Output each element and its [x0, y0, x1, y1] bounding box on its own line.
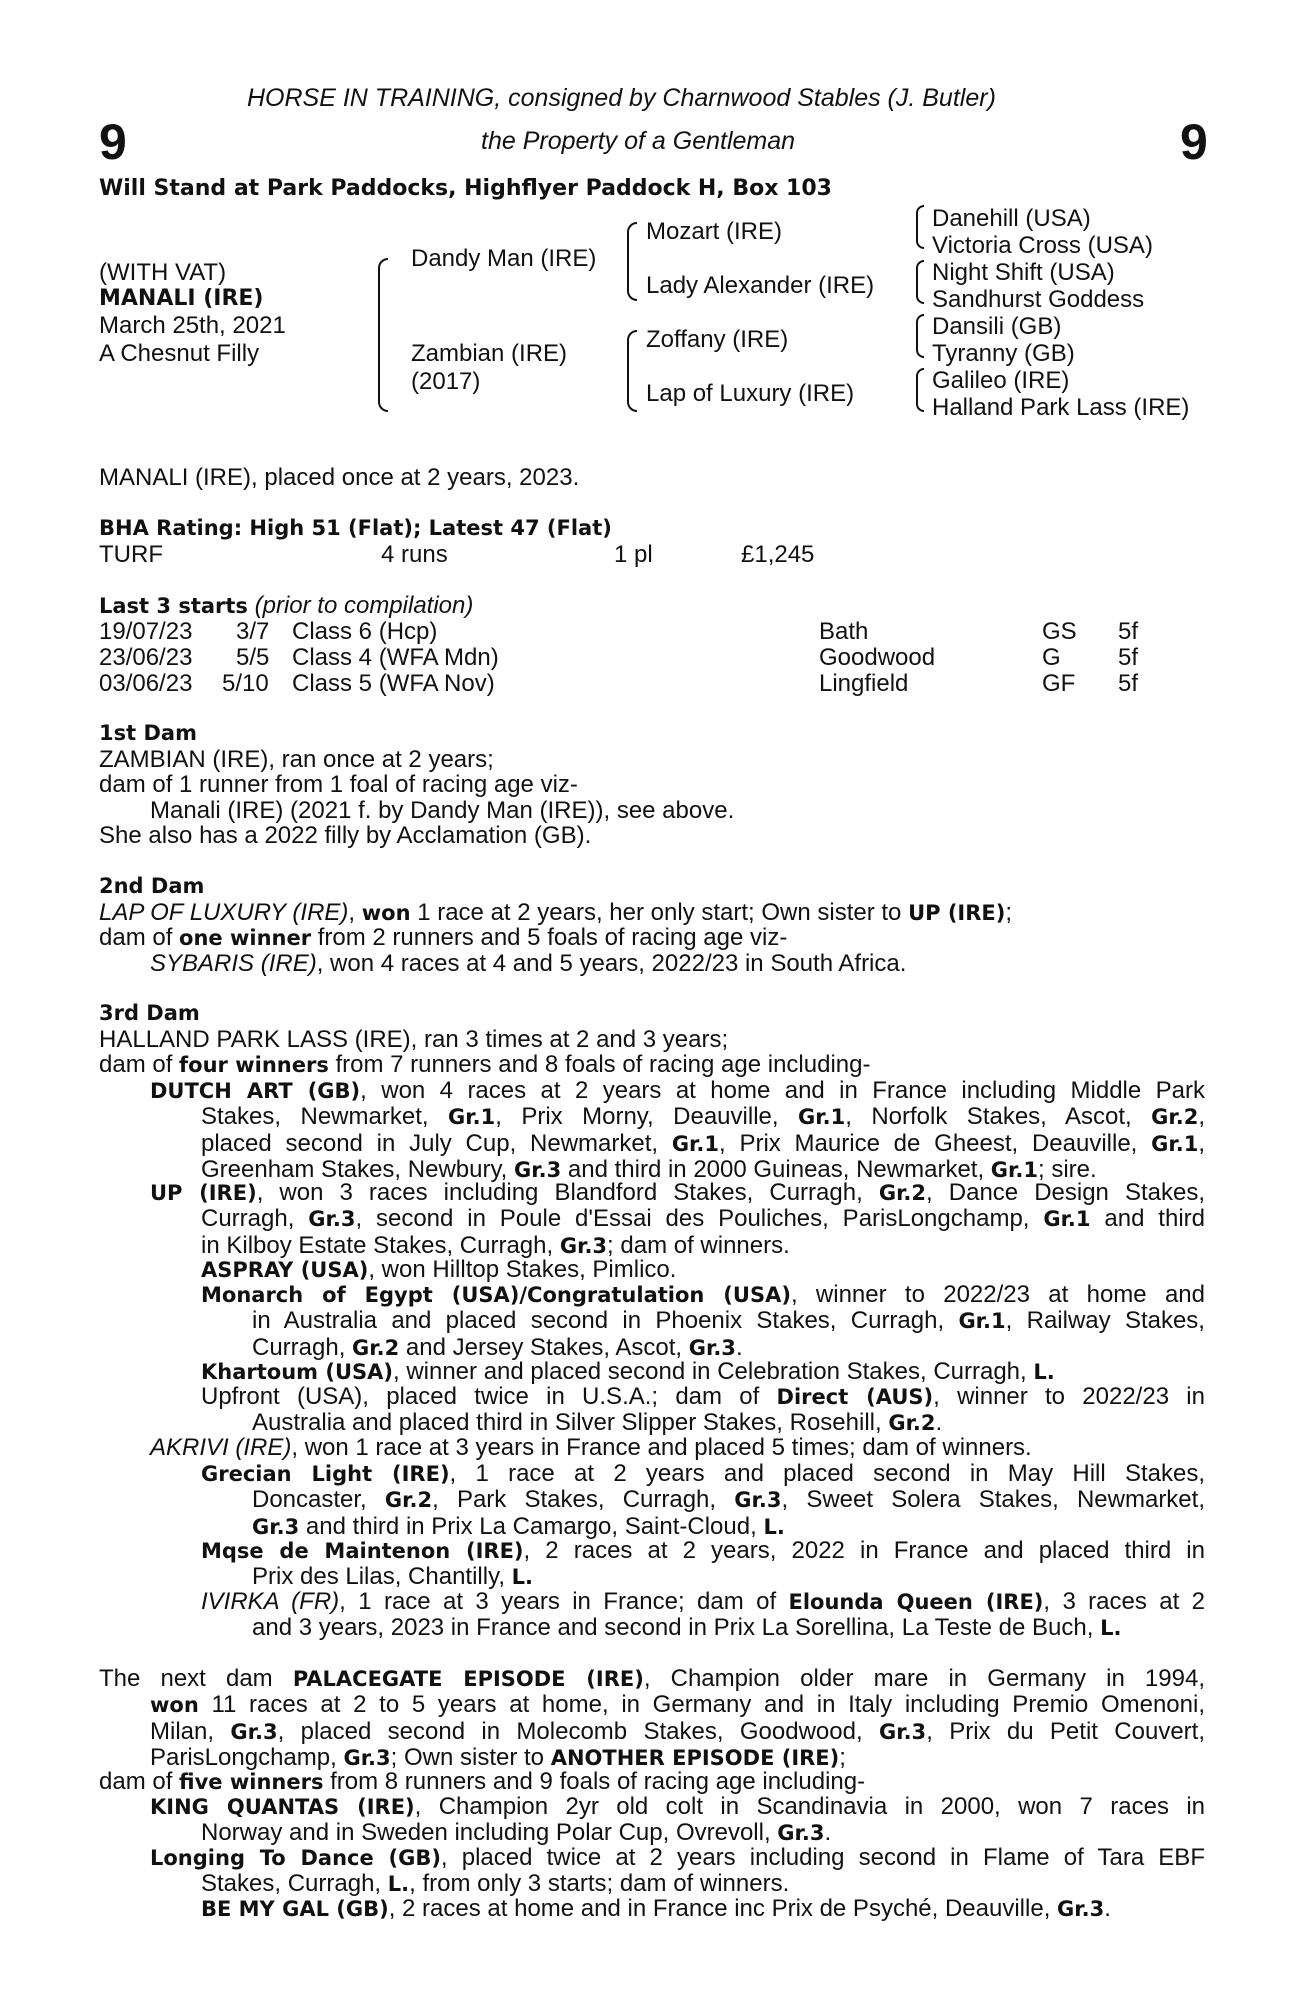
horse-name-bold: Elounda Queen (IRE) — [788, 1590, 1044, 1614]
text: . — [735, 1333, 743, 1361]
start-position: 5/10 — [222, 670, 269, 697]
pedigree-brace-sire — [627, 222, 637, 301]
grade: Gr.3 — [230, 1719, 278, 1744]
mqse-entry — [201, 1538, 1205, 1565]
horse-name-bold: BE MY GAL (GB) — [201, 1897, 389, 1921]
text: dam of — [99, 924, 180, 951]
entry-line — [201, 1538, 1205, 1565]
up-entry — [150, 1180, 1205, 1207]
pedigree-dsd: Tyranny (GB) — [932, 340, 1075, 367]
text: Prix des Lilas, Chantilly, — [252, 1563, 512, 1590]
entry-line — [99, 1666, 1205, 1693]
start-distance: 5f — [1118, 644, 1139, 671]
start-date: 19/07/23 — [99, 618, 193, 645]
grade: Gr.2 — [878, 1181, 927, 1205]
entry-line — [252, 1487, 1205, 1514]
bha-rating-title: BHA Rating: High 51 (Flat); Latest 47 (Flat) — [99, 516, 612, 540]
pedigree-brace-dd — [916, 368, 924, 412]
start-going: GF — [1042, 670, 1076, 697]
akrivi-entry — [150, 1435, 1032, 1461]
start-date: 03/06/23 — [99, 670, 193, 697]
pedigree-dam: Zambian (IRE) — [411, 340, 568, 367]
start-class: Class 5 (WFA Nov) — [292, 670, 495, 697]
grade: Gr.3 — [343, 1746, 391, 1771]
grade: Gr.1 — [1151, 1131, 1199, 1156]
horse-name-bold: ASPRAY (USA) — [201, 1258, 369, 1282]
entry-line — [150, 1180, 1205, 1207]
text: The next dam — [99, 1665, 293, 1692]
grade: Gr.1 — [448, 1105, 496, 1129]
text: , Prix du Petit Couvert, — [926, 1717, 1206, 1745]
grade: Gr.2 — [352, 1335, 400, 1360]
text: , Prix Maurice de Gheest, Deauville, — [719, 1129, 1152, 1157]
pedigree-brace-sd — [916, 260, 924, 304]
be-my-gal-entry — [201, 1896, 1111, 1923]
text: , winner to 2022/23 at home and — [790, 1281, 1205, 1308]
entry-line — [201, 1131, 1205, 1158]
text: Curragh, — [252, 1333, 353, 1361]
grade: Gr.3 — [688, 1335, 736, 1360]
property-line: the Property of a Gentleman — [481, 127, 796, 155]
text: . — [1104, 1895, 1111, 1922]
horse-name-bold: Grecian Light (IRE) — [201, 1462, 450, 1486]
text: in Australia and placed second in Phoenix Stakes, Curragh, — [252, 1307, 959, 1334]
rating-runs: 4 runs — [381, 541, 448, 568]
horse-name-bold: Khartoum (USA) — [201, 1360, 393, 1384]
race-summary: MANALI (IRE), placed once at 2 years, 2023. — [99, 464, 580, 491]
pedigree-brace-dam — [627, 330, 637, 412]
first-dam-line: dam of 1 runner from 1 foal of racing age viz- — [99, 771, 578, 798]
pedigree-dds: Galileo (IRE) — [932, 367, 1070, 394]
second-dam-line — [150, 951, 906, 977]
first-dam-line: Manali (IRE) (2021 f. by Dandy Man (IRE)), see above. — [150, 797, 735, 824]
text: , winner and placed second in Celebration Stakes, Curragh, — [392, 1358, 1034, 1385]
text: Stakes, Curragh, — [201, 1870, 388, 1897]
horse-name-bold: PALACEGATE EPISODE (IRE) — [292, 1667, 644, 1691]
text-bold: won — [150, 1693, 199, 1717]
text: placed second in July Cup, Newmarket, — [201, 1129, 672, 1157]
ivirka-entry-cont — [252, 1615, 1121, 1642]
start-date: 23/06/23 — [99, 644, 193, 671]
horse-name-bold: ANOTHER EPISODE (IRE) — [550, 1746, 840, 1771]
dam-name: LAP OF LUXURY (IRE) — [99, 899, 349, 926]
horse-name-italic: SYBARIS (IRE) — [150, 950, 317, 977]
grade: Gr.2 — [384, 1488, 433, 1512]
entry-line — [150, 1794, 1205, 1821]
entry-line — [201, 1282, 1205, 1309]
third-dam-line — [99, 1052, 870, 1079]
text: , placed second in Molecomb Stakes, Goodwood, — [277, 1717, 879, 1745]
entry-line — [201, 1206, 1205, 1233]
text: , Champion 2yr old colt in Scandinavia in 2000, won 7 races in — [414, 1793, 1206, 1820]
text: and third in 2000 Guineas, Newmarket, — [561, 1156, 991, 1184]
upfront-entry — [201, 1384, 1205, 1411]
text: , Sweet Solera Stakes, Newmarket, — [781, 1486, 1205, 1513]
text: ; — [1005, 899, 1013, 926]
grade: Gr.3 — [559, 1233, 608, 1258]
text: , 3 races at 2 — [1043, 1588, 1205, 1615]
pedigree-sire-sire: Mozart (IRE) — [646, 218, 783, 245]
start-position: 5/5 — [236, 644, 270, 671]
start-distance: 5f — [1118, 618, 1139, 645]
grade: L. — [511, 1565, 534, 1589]
text: , won 3 races including Blandford Stakes, Curragh, — [256, 1179, 879, 1206]
next-dam-produce-line — [99, 1769, 865, 1796]
pedigree-ddd: Halland Park Lass (IRE) — [932, 394, 1190, 421]
horse-name-bold: Direct (AUS) — [776, 1385, 934, 1409]
grade: Gr.3 — [734, 1488, 782, 1512]
next-dam-paragraph-cont — [150, 1692, 1205, 1772]
pedigree-sss: Danehill (USA) — [932, 205, 1091, 232]
text: ; sire. — [1038, 1156, 1097, 1184]
start-course: Goodwood — [819, 644, 936, 671]
third-dam-line: HALLAND PARK LASS (IRE), ran 3 times at 2 and 3 years; — [99, 1026, 729, 1053]
consignor-line: HORSE IN TRAINING, consigned by Charnwood Stables (J. Butler) — [247, 84, 996, 112]
last-starts-heading — [99, 593, 473, 620]
entry-line — [201, 1461, 1205, 1488]
entry-line — [201, 1589, 1205, 1616]
king-quantas-entry-cont — [201, 1820, 831, 1847]
text: , Dance Design Stakes, — [926, 1179, 1206, 1206]
grade: Gr.1 — [1043, 1207, 1091, 1231]
entry-line — [150, 1078, 1205, 1105]
text: dam of — [99, 1768, 180, 1795]
text: , winner to 2022/23 in — [933, 1383, 1205, 1410]
king-quantas-entry — [150, 1794, 1205, 1821]
text: and third in Prix La Camargo, Saint-Cloud, — [299, 1512, 764, 1540]
horse-dob: March 25th, 2021 — [99, 312, 286, 339]
text: , won Hilltop Stakes, Pimlico. — [368, 1256, 677, 1283]
pedigree-dam-dam: Lap of Luxury (IRE) — [646, 380, 855, 407]
text: and 3 years, 2023 in France and second in Prix La Sorellina, La Teste de Buch, — [252, 1614, 1101, 1641]
text: Stakes, Newmarket, — [201, 1103, 448, 1130]
text: , — [1198, 1103, 1206, 1130]
text: ; — [839, 1744, 846, 1772]
text: ParisLongchamp, — [150, 1744, 344, 1772]
text: , Railway Stakes, — [1005, 1307, 1205, 1334]
horse-name-bold: UP (IRE) — [150, 1181, 257, 1205]
grade: L. — [387, 1872, 410, 1896]
grade: Gr.1 — [671, 1131, 720, 1156]
text: and Jersey Stakes, Ascot, — [399, 1333, 689, 1361]
text: 1 race at 2 years, her only start; Own sister to — [410, 899, 909, 926]
horse-name: MANALI (IRE) — [99, 286, 264, 311]
text: , — [1198, 1129, 1205, 1157]
last-starts-note: (prior to compilation) — [254, 592, 474, 619]
next-dam-paragraph — [99, 1666, 1205, 1693]
pedigree-sds: Night Shift (USA) — [932, 259, 1115, 286]
text: and third — [1090, 1205, 1205, 1232]
entry-line — [201, 1104, 1205, 1131]
rating-earnings: £1,245 — [741, 541, 815, 568]
stable-location: Will Stand at Park Paddocks, Highflyer Paddock H, Box 103 — [99, 176, 832, 201]
text: 11 races at 2 to 5 years at home, in Germany and in Italy including Premio Omenoni, — [198, 1691, 1205, 1718]
aspray-entry — [201, 1257, 676, 1284]
entry-line — [150, 1845, 1205, 1872]
grecian-entry — [201, 1461, 1205, 1488]
dutch-art-entry-cont — [201, 1104, 1205, 1184]
text: . — [824, 1819, 832, 1846]
rating-surface: TURF — [99, 541, 163, 568]
grecian-entry-cont — [252, 1487, 1205, 1540]
start-distance: 5f — [1118, 670, 1139, 697]
horse-name-bold: Mqse de Maintenon (IRE) — [201, 1539, 524, 1563]
pedigree-brace-ds — [916, 314, 924, 358]
grade: L. — [1100, 1616, 1122, 1640]
start-going: GS — [1042, 618, 1077, 645]
text: Curragh, — [201, 1205, 309, 1232]
pedigree-sire: Dandy Man (IRE) — [411, 245, 597, 272]
third-dam-title: 3rd Dam — [99, 1001, 200, 1025]
entry-line — [150, 1719, 1205, 1746]
horse-name-italic: IVIRKA (FR) — [201, 1588, 340, 1615]
start-class: Class 4 (WFA Mdn) — [292, 644, 499, 671]
grade: L. — [1033, 1360, 1055, 1384]
lot-number-right: 9 — [1180, 114, 1208, 170]
text: . — [935, 1409, 943, 1436]
grade: Gr.3 — [878, 1719, 927, 1744]
grade: Gr.3 — [1057, 1897, 1105, 1921]
horse-name-bold: DUTCH ART (GB) — [150, 1079, 361, 1103]
text: , won 4 races at 4 and 5 years, 2022/23 in South Africa. — [316, 950, 907, 977]
text: Milan, — [150, 1717, 231, 1745]
grade: Gr.1 — [990, 1158, 1038, 1183]
pedigree-brace-ss — [916, 205, 924, 249]
grade: Gr.3 — [514, 1158, 562, 1183]
grade: Gr.1 — [798, 1105, 846, 1129]
text: in Kilboy Estate Stakes, Curragh, — [201, 1231, 560, 1259]
text-bold: one winner — [179, 926, 312, 950]
text: from 2 runners and 5 foals of racing age viz- — [311, 924, 788, 951]
first-dam-line: She also has a 2022 filly by Acclamation (GB). — [99, 822, 592, 849]
first-dam-line: ZAMBIAN (IRE), ran once at 2 years; — [99, 746, 494, 773]
text: , Prix Morny, Deauville, — [495, 1103, 798, 1130]
up-entry-cont — [201, 1206, 1205, 1259]
text: , won 4 races at 2 years at home and in France including Middle Park — [360, 1077, 1205, 1104]
text: Upfront (USA), placed twice in U.S.A.; dam of — [201, 1383, 777, 1410]
text: Greenham Stakes, Newbury, — [201, 1156, 515, 1184]
start-going: G — [1042, 644, 1061, 671]
text-bold: four winners — [179, 1053, 329, 1077]
text: Norway and in Sweden including Polar Cup, Ovrevoll, — [201, 1819, 778, 1846]
grade: Gr.2 — [888, 1411, 936, 1435]
grade: Gr.3 — [308, 1207, 356, 1231]
pedigree-brace-main — [378, 258, 388, 412]
rating-placed: 1 pl — [614, 541, 653, 568]
text: ; dam of winners. — [607, 1231, 790, 1259]
text-bold: won — [361, 901, 411, 925]
entry-line — [201, 1384, 1205, 1411]
text: , Champion older mare in Germany in 1994, — [643, 1665, 1205, 1692]
mqse-entry-cont — [252, 1564, 533, 1591]
horse-name-bold: KING QUANTAS (IRE) — [150, 1795, 415, 1819]
text: , 2 races at home and in France inc Prix de Psyché, Deauville, — [388, 1895, 1058, 1922]
khartoum-entry — [201, 1359, 1055, 1386]
first-dam-title: 1st Dam — [99, 721, 197, 745]
horse-name-bold: Longing To Dance (GB) — [150, 1846, 441, 1870]
text: , 2 races at 2 years, 2022 in France and placed third in — [523, 1537, 1205, 1564]
grade: L. — [763, 1514, 785, 1539]
pedigree-sdd: Sandhurst Goddess — [932, 286, 1145, 313]
text: dam of — [99, 1051, 180, 1078]
grade: Gr.3 — [252, 1514, 300, 1539]
pedigree-sire-dam: Lady Alexander (IRE) — [646, 272, 875, 299]
text-bold: five winners — [179, 1770, 324, 1794]
second-dam-line — [99, 925, 787, 952]
start-position: 3/7 — [236, 618, 270, 645]
grade: Gr.2 — [1151, 1105, 1199, 1129]
text: , from only 3 starts; dam of winners. — [409, 1870, 790, 1897]
pedigree-dam-sire: Zoffany (IRE) — [646, 326, 789, 353]
ivirka-entry — [201, 1589, 1205, 1616]
longing-entry-cont — [201, 1871, 789, 1898]
text: , placed twice at 2 years including second in Flame of Tara EBF — [440, 1844, 1205, 1871]
start-class: Class 6 (Hcp) — [292, 618, 438, 645]
text: , Norfolk Stakes, Ascot, — [845, 1103, 1152, 1130]
vat-note: (WITH VAT) — [99, 259, 227, 286]
text: , won 1 race at 3 years in France and placed 5 times; dam of winners. — [291, 1434, 1032, 1461]
text: ; Own sister to — [390, 1744, 551, 1772]
text: Doncaster, — [252, 1486, 385, 1513]
text: , 1 race at 2 years and placed second in May Hill Stakes, — [449, 1460, 1205, 1487]
start-course: Lingfield — [819, 670, 909, 697]
text: , 1 race at 3 years in France; dam of — [339, 1588, 789, 1615]
text: , — [348, 899, 362, 926]
horse-name-bold: Monarch of Egypt (USA)/Congratulation (USA) — [201, 1283, 791, 1307]
dutch-art-entry — [150, 1078, 1205, 1105]
text-bold: UP (IRE) — [908, 901, 1006, 925]
text: , Park Stakes, Curragh, — [432, 1486, 735, 1513]
pedigree-dss: Dansili (GB) — [932, 313, 1062, 340]
longing-entry — [150, 1845, 1205, 1872]
text: Australia and placed third in Silver Slipper Stakes, Rosehill, — [252, 1409, 889, 1436]
pedigree-ssd: Victoria Cross (USA) — [932, 232, 1153, 259]
second-dam-title: 2nd Dam — [99, 874, 205, 898]
monarch-entry — [201, 1282, 1205, 1309]
start-course: Bath — [819, 618, 869, 645]
text: from 7 runners and 8 foals of racing age including- — [328, 1051, 871, 1078]
monarch-entry-cont — [252, 1308, 1205, 1361]
entry-line — [201, 1233, 1205, 1260]
grade: Gr.3 — [777, 1821, 825, 1845]
text: , second in Poule d'Essai des Pouliches, ParisLongchamp, — [355, 1205, 1044, 1232]
entry-line — [252, 1308, 1205, 1335]
second-dam-line — [99, 900, 1012, 927]
text: from 8 runners and 9 foals of racing age including- — [323, 1768, 866, 1795]
lot-number-left: 9 — [99, 114, 127, 170]
grade: Gr.1 — [958, 1309, 1006, 1333]
last-starts-title: Last 3 starts — [99, 594, 248, 618]
horse-description: A Chesnut Filly — [99, 340, 260, 367]
entry-line — [150, 1692, 1205, 1719]
horse-name-italic: AKRIVI (IRE) — [150, 1434, 292, 1461]
upfront-entry-cont — [252, 1410, 942, 1437]
pedigree-dam-year: (2017) — [411, 368, 481, 395]
